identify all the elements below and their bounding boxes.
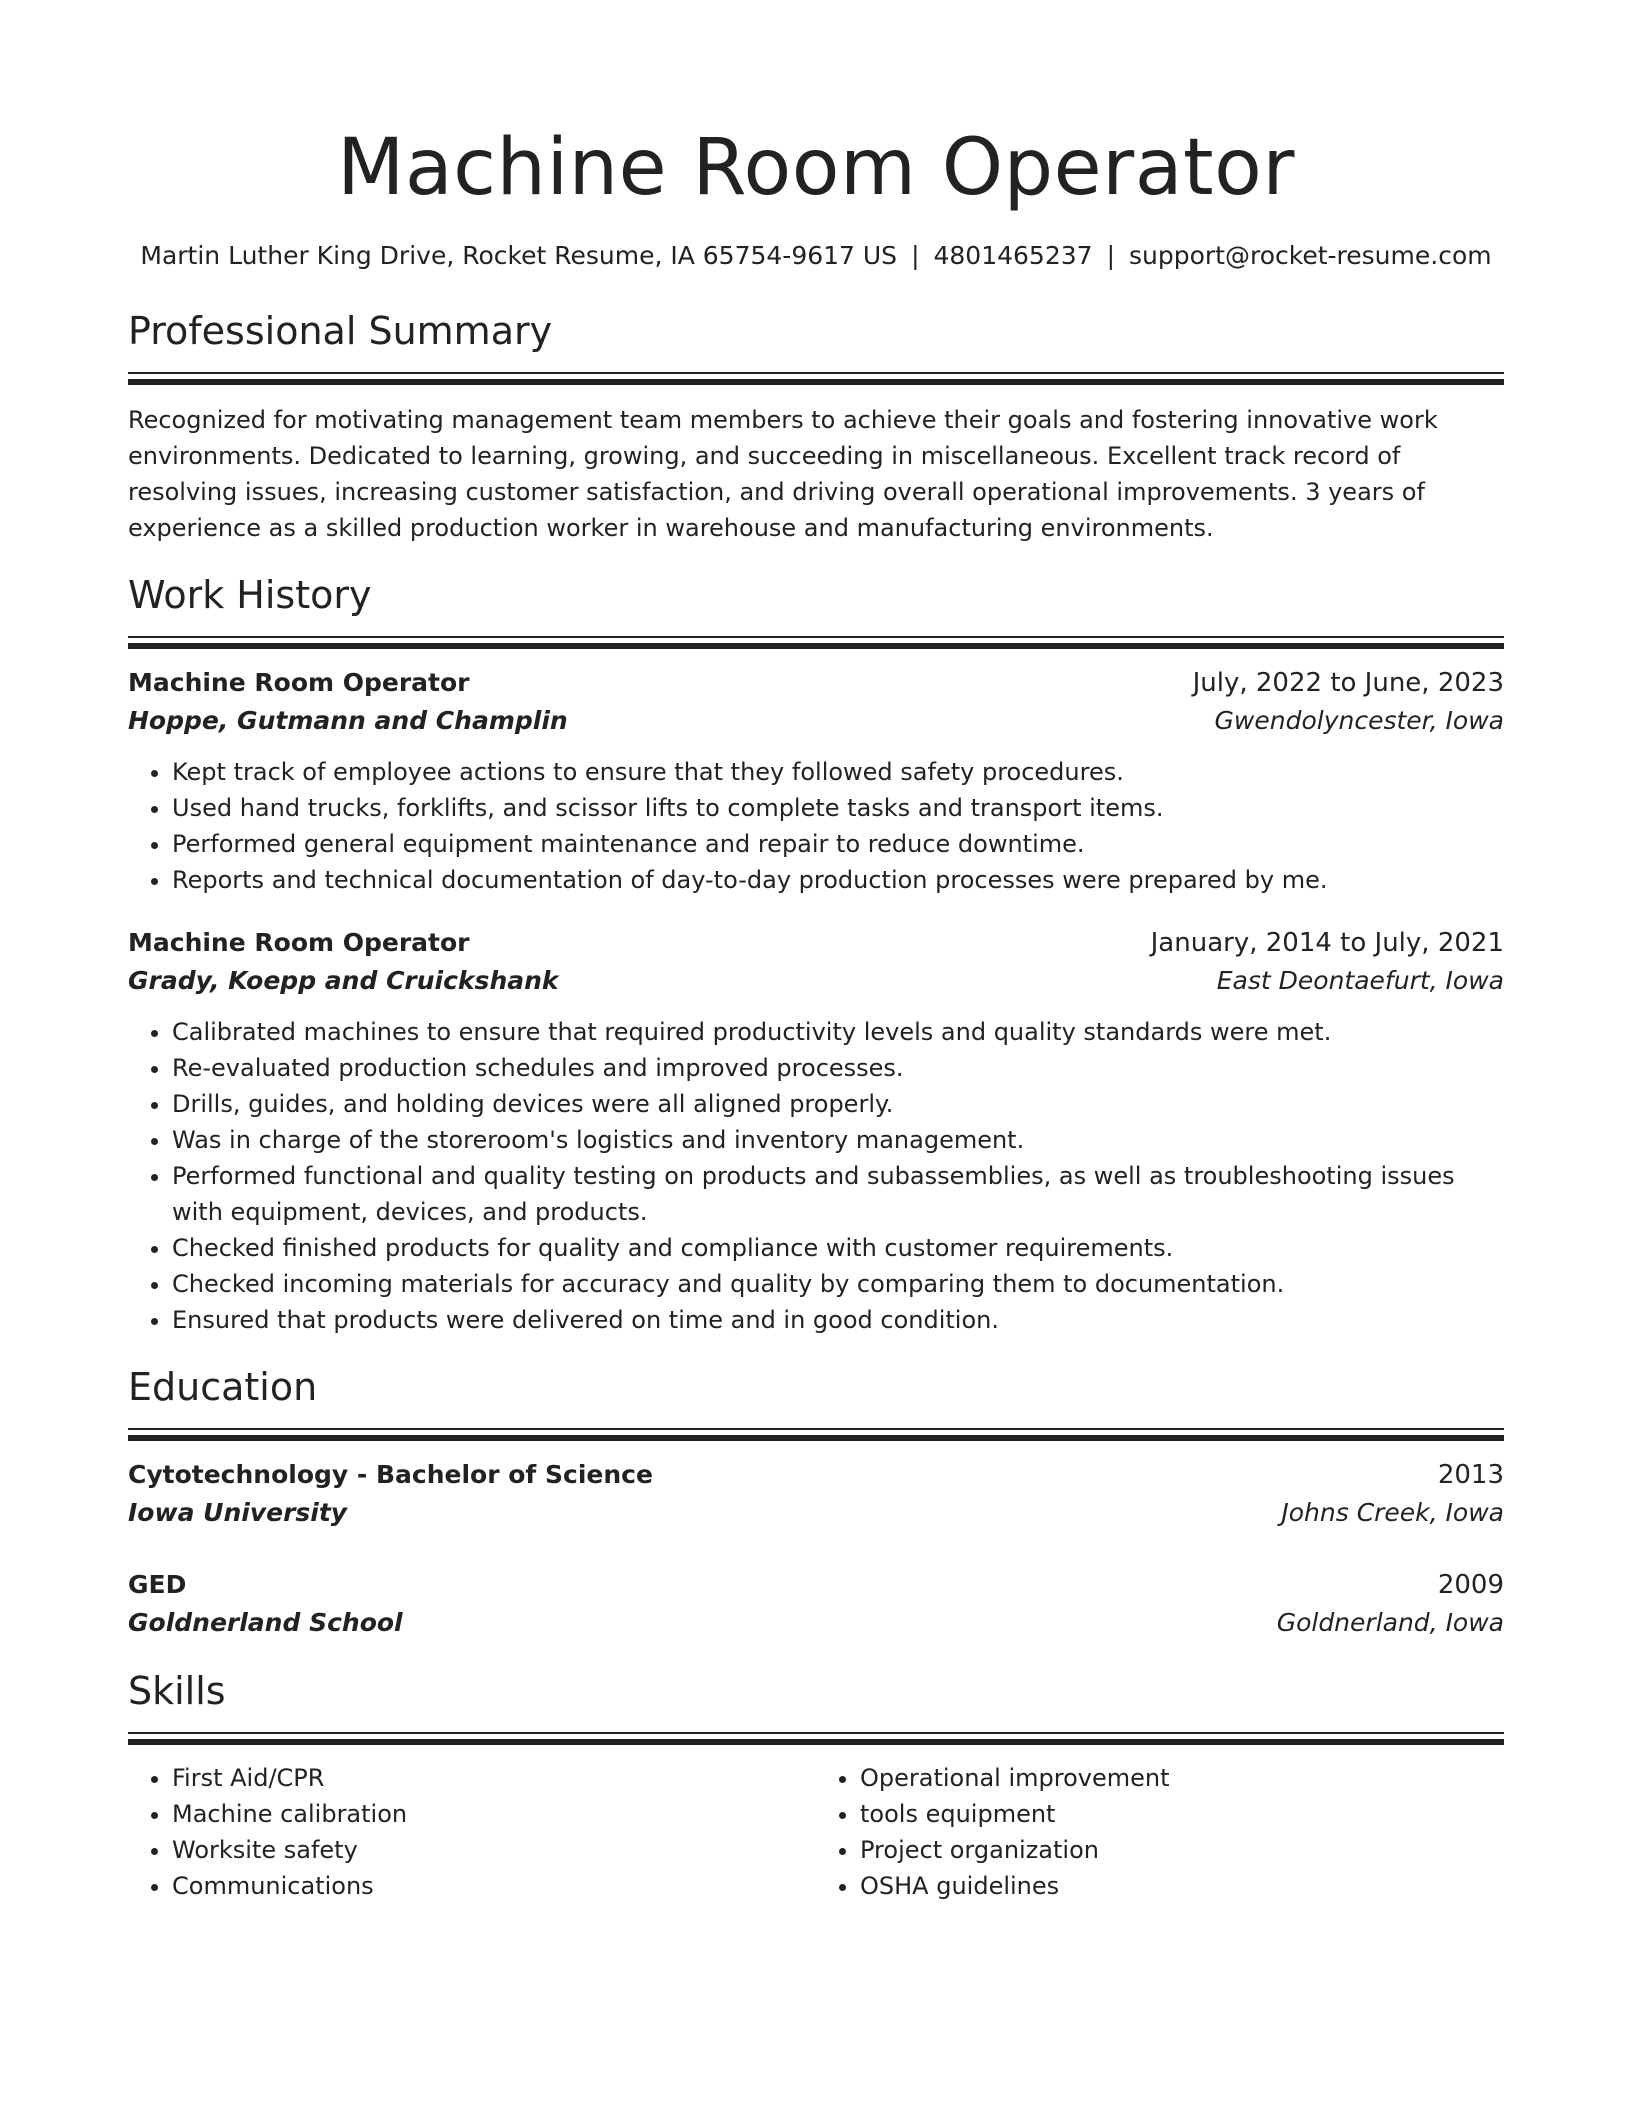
education-school: Goldnerland School (128, 1608, 403, 1637)
education-school-row (128, 1494, 1504, 1532)
job-header-row (128, 924, 1504, 962)
work-history-section (128, 568, 1504, 1338)
job-company-row (128, 962, 1504, 1000)
job-title: Machine Room Operator (128, 928, 470, 957)
education-header-row (128, 1456, 1504, 1494)
job-bullet: • Kept track of employee actions to ensure that they followed safety procedures. (172, 754, 1504, 790)
education-location: Goldnerland, Iowa (1276, 1608, 1504, 1637)
education-year: 2013 (1437, 1460, 1504, 1490)
summary-text: Recognized for motivating management team members to achieve their goals and fostering innovative work environments. Dedicated to learning, growing, and succeeding in miscellaneous. Excellent track record of resolving issues, increasing customer satisfaction, and driving overall operational improvements. 3 years of experience as a skilled production worker in warehouse and manufacturing environments. (128, 406, 1438, 542)
skill-item: • Communications (172, 1868, 816, 1904)
job-company: Hoppe, Gutmann and Champlin (128, 706, 568, 735)
contact-email: support@rocket-resume.com (1129, 241, 1492, 270)
education-degree: GED (128, 1570, 187, 1599)
job-dates: January, 2014 to July, 2021 (1150, 928, 1504, 958)
education-year: 2009 (1437, 1570, 1504, 1600)
section-divider (128, 1428, 1504, 1440)
skill-item: • Project organization (860, 1832, 1504, 1868)
section-divider (128, 1732, 1504, 1744)
education-entry (128, 1456, 1504, 1532)
job-bullet: • Checked incoming materials for accuracy and quality by comparing them to documentation. (172, 1266, 1504, 1302)
section-divider (128, 636, 1504, 648)
skill-item: • Machine calibration (172, 1796, 816, 1832)
job-location: Gwendolyncester, Iowa (1214, 706, 1504, 735)
job-bullet: • Checked finished products for quality and compliance with customer requirements. (172, 1230, 1504, 1266)
section-heading-summary: Professional Summary (128, 309, 553, 353)
skill-item: • First Aid/CPR (172, 1760, 816, 1796)
contact-address: Martin Luther King Drive, Rocket Resume, IA 65754-9617 US (140, 241, 898, 270)
skills-list-left (128, 1760, 816, 1904)
skills-list-right (816, 1760, 1504, 1904)
job-bullet-list (128, 754, 1504, 898)
education-location: Johns Creek, Iowa (1281, 1498, 1504, 1527)
contact-line (128, 238, 1504, 274)
job-bullet: • Used hand trucks, forklifts, and scissor lifts to complete tasks and transport items. (172, 790, 1504, 826)
education-header-row (128, 1566, 1504, 1604)
skill-item: • tools equipment (860, 1796, 1504, 1832)
job-company-row (128, 702, 1504, 740)
section-heading-work-history: Work History (128, 573, 372, 617)
job-bullet-list (128, 1014, 1504, 1338)
contact-phone: 4801465237 (933, 241, 1093, 270)
job-location: East Deontaefurt, Iowa (1216, 966, 1504, 995)
education-school: Iowa University (128, 1498, 348, 1527)
section-divider (128, 372, 1504, 384)
job-bullet: • Performed functional and quality testing on products and subassemblies, as well as troubleshooting issues with equipment, devices, and products. (172, 1158, 1504, 1230)
job-entry (128, 924, 1504, 1338)
section-heading-education: Education (128, 1365, 318, 1409)
job-bullet: • Reports and technical documentation of day-to-day production processes were prepared by me. (172, 862, 1504, 898)
section-heading-skills: Skills (128, 1669, 226, 1713)
skill-item: • Worksite safety (172, 1832, 816, 1868)
contact-separator: | (911, 241, 920, 270)
job-entry (128, 664, 1504, 898)
job-dates: July, 2022 to June, 2023 (1192, 668, 1504, 698)
job-bullet: • Ensured that products were delivered on time and in good condition. (172, 1302, 1504, 1338)
education-entry (128, 1566, 1504, 1642)
skills-section (128, 1664, 1504, 1904)
job-title: Machine Room Operator (128, 668, 470, 697)
resume-title: Machine Room Operator (337, 123, 1295, 213)
job-bullet: • Calibrated machines to ensure that required productivity levels and quality standards were met. (172, 1014, 1504, 1050)
contact-separator: | (1106, 241, 1115, 270)
job-bullet: • Drills, guides, and holding devices were all aligned properly. (172, 1086, 1504, 1122)
skill-item: • OSHA guidelines (860, 1868, 1504, 1904)
job-bullet: • Re-evaluated production schedules and improved processes. (172, 1050, 1504, 1086)
skill-item: • Operational improvement (860, 1760, 1504, 1796)
job-bullet: • Performed general equipment maintenance and repair to reduce downtime. (172, 826, 1504, 862)
job-bullet: • Was in charge of the storeroom's logistics and inventory management. (172, 1122, 1504, 1158)
education-school-row (128, 1604, 1504, 1642)
job-company: Grady, Koepp and Cruickshank (128, 966, 559, 995)
job-header-row (128, 664, 1504, 702)
education-degree: Cytotechnology - Bachelor of Science (128, 1460, 653, 1489)
education-section (128, 1360, 1504, 1642)
summary-section (128, 304, 1504, 546)
skills-columns (128, 1760, 1504, 1904)
